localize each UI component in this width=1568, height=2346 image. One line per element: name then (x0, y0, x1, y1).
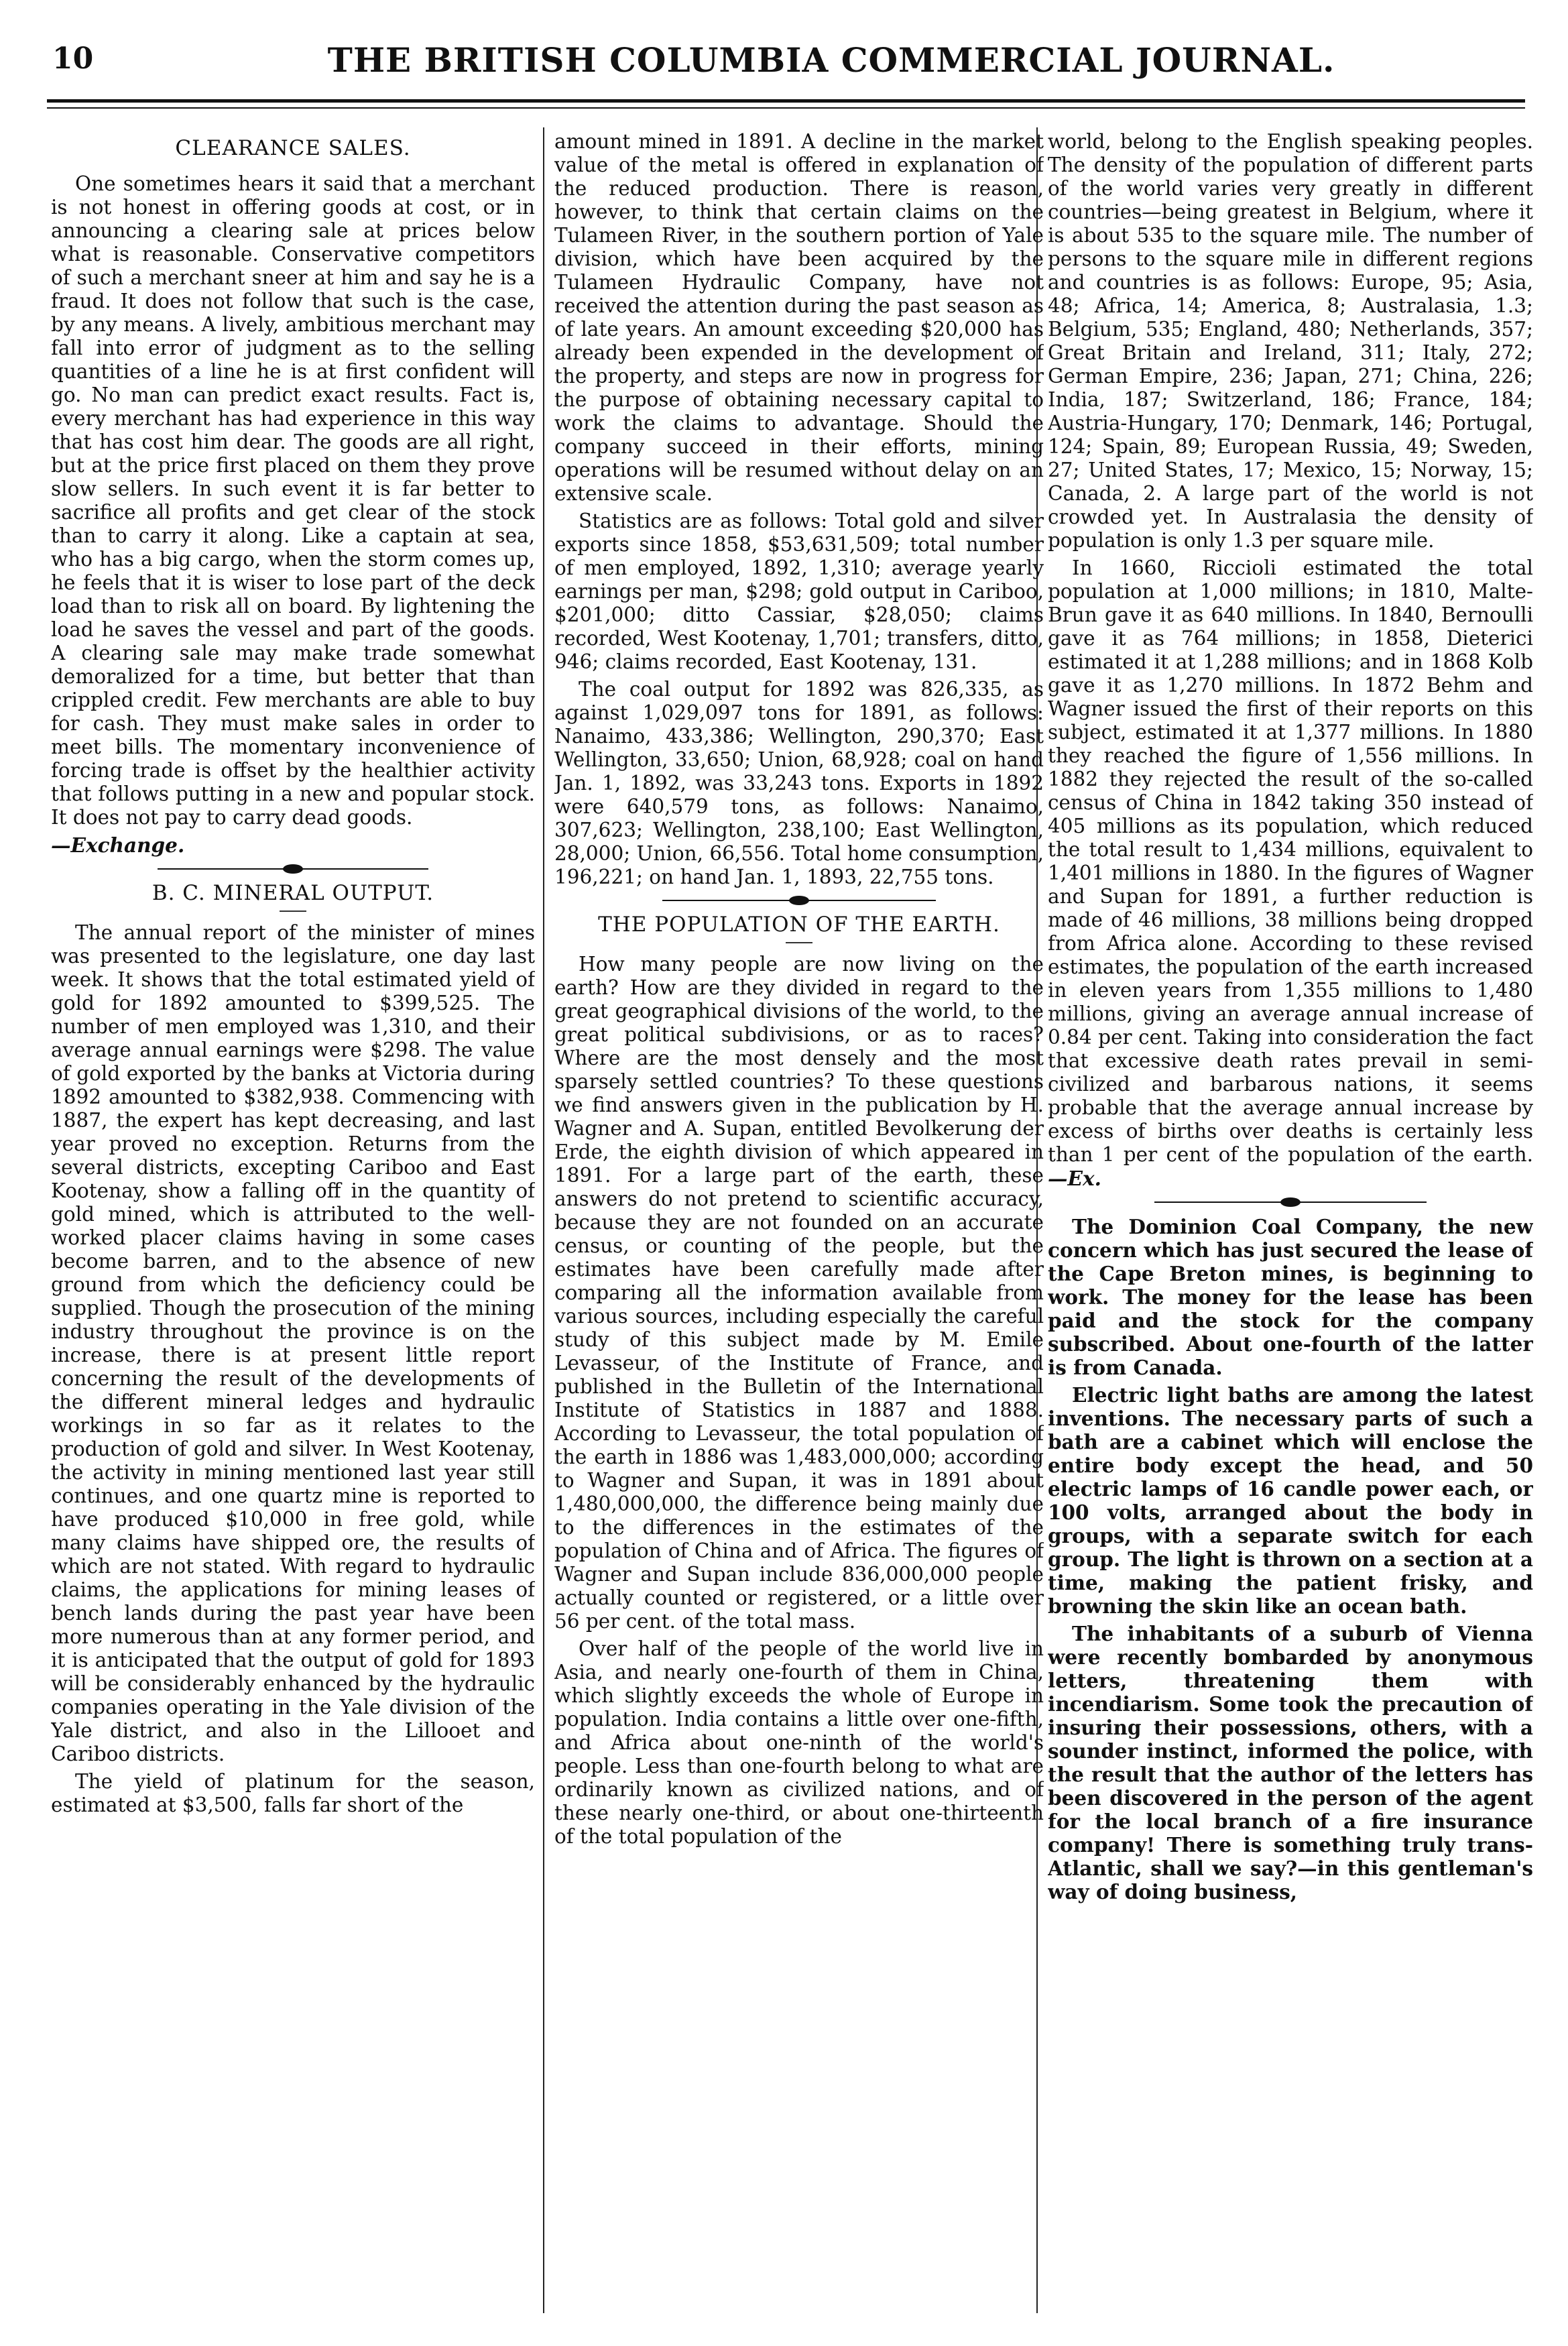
news-item-coal: The Dominion Coal Company, the new concern which has just secured the lease of the Cape Breton mines, is beginning to work. The money for the lease has been paid and the stock for the company subscribed. About one-fourth of the latter is from Canada. (1048, 1215, 1533, 1379)
article-source: —Exchange. (51, 833, 185, 857)
news-item-vienna: The inhabitants of a suburb of Vienna were recently bombarded by anonymous letters, threatening them with incendiarism. Some took the precaution of insuring their possessions, others, with a sounder instinct, informed the police, with the result that the author of the letters has been discovered in the person of the agent for the local branch of a fire insurance company! There is something truly trans-Atlantic, shall we say?—in this gentleman's way of doing business, (1048, 1622, 1533, 1903)
column-divider (543, 127, 544, 2313)
article-paragraph: Over half of the people of the world live in Asia, and nearly one-fourth of them in China, which slightly exceeds the whole of Europe in population. India contains a little over one-fifth, and Africa about one-ninth of the world's people. Less than one-fourth belong to what are ordinarily known as civilized nations, and of these nearly one-third, or about one-thirteenth of the total population of the (554, 1637, 1044, 1848)
column-3 (1048, 130, 1533, 2309)
article-paragraph: The annual report of the minister of mines was presented to the legislature, one day last week. It shows that the total estimated yield of gold for 1892 amounted to $399,525. The number of men employed was 1,310, and their average annual earnings were $298. The value of gold exported by the banks at Victoria during 1892 amounted to $382,938. Commencing with 1887, the expert has kept decreasing, and last year proved no exception. Returns from the several districts, excepting Cariboo and East Kootenay, show a falling off in the quantity of gold mined, which is attributed to the well-worked placer claims having in some cases become barren, and to the absence of new ground from which the deficiency could be supplied. Though the prosecution of the mining industry throughout the province is on the increase, there is at present little report concerning the result of the developments of the different mineral ledges and hydraulic workings in so far as it relates to the production of gold and silver. In West Kootenay, the activity in mining mentioned last year still continues, and one quartz mine is reported to have produced $10,000 in free gold, while many claims have shipped ore, the results of which are not stated. With regard to hydraulic claims, the applications for mining leases of bench lands during the past year have been more numerous than at any former period, and it is anticipated that the output of gold for 1893 will be considerably enhanced by the hydraulic companies operating in the Yale division of the Yale district, and also in the Lillooet and Cariboo districts. (51, 921, 535, 1765)
article-paragraph: The yield of platinum for the season, estimated at $3,500, falls far short of the (51, 1770, 535, 1816)
header-rule-thin (47, 107, 1525, 109)
heading-underline (280, 911, 306, 912)
article-paragraph (1048, 556, 1533, 1191)
article-separator (1048, 1196, 1533, 1208)
article-paragraph: Statistics are as follows: Total gold and silver exports since 1858, $53,631,509; total number of men employed, 1892, 1,310; average yearly earnings per man, $298; gold output in Cariboo, $201,000; ditto Cassiar, $28,050; claims recorded, West Kootenay, 1,701; transfers, ditto, 946; claims recorded, East Kootenay, 131. (554, 510, 1044, 673)
column-1 (51, 130, 535, 2309)
article-separator (554, 894, 1044, 906)
news-items (1048, 1215, 1533, 1903)
article-paragraph: One sometimes hears it said that a merchant is not honest in offering goods at cost, or in announcing a clearing sale at prices below what is reasonable. Conservative competitors of such a merchant sneer at him and say he is a fraud. It does not follow that such is the case, by any means. A lively, ambitious merchant may fall into error of judgment as to the selling quantities of a line he is at first confident will go. No man can predict exact results. Fact is, every merchant has had experience in this way that has cost him dear. The goods are all right, but at the price first placed on them they prove slow sellers. In such event it is far better to sacrifice all profits and get clear of the stock than to carry it along. Like a captain at sea, who has a big cargo, when the storm comes up, he feels that it is wiser to lose part of the deck load than to risk all on board. By lightening the load he saves the vessel and part of the goods. A clearing sale may make trade somewhat demoralized for a time, but better that than crippled credit. Few merchants are able to buy for cash. They must make sales in order to meet bills. The momentary inconvenience of forcing trade is offset by the healthier activity that follows putting in a new and popular stock. It does not pay to carry dead goods. (51, 172, 535, 829)
column-2 (554, 130, 1044, 2309)
article-paragraph: How many people are now living on the earth? How are they divided in regard to the great geographical divisions of the world, to the great political subdivisions, or as to races? Where are the most densely and the most sparsely settled countries? To these questions we find answers given in the publication by H. Wagner and A. Supan, entitled Bevolkerung der Erde, the eighth division of which appeared in 1891. For a large part of the earth, these answers do not pretend to scientific accuracy, because they are not founded on an accurate census, or counting of the people, but the estimates have been carefully made after comparing all the information available from various sources, including especially the careful study of this subject made by M. Emile Levasseur, of the Institute of France, and published in the Bulletin of the International Institute of Statistics in 1887 and 1888. According to Levasseur, the total population of the earth in 1886 was 1,483,000,000; according to Wagner and Supan, it was in 1891 about 1,480,000,000, the difference being mainly due to the differences in the estimates of the population of China and of Africa. The figures of Wagner and Supan include 836,000,000 people actually counted or registered, or a little over 56 per cent. of the total mass. (554, 953, 1044, 1633)
article-paragraph-text: In 1660, Riccioli estimated the total population at 1,000 millions; in 1810, Malte-Brun gave it as 640 millions. In 1840, Bernoulli gave it as 764 millions; in 1858, Dieterici estimated it at 1,288 millions; and in 1868 Kolb gave it as 1,270 millions. In 1872 Behm and Wagner issued the first of their reports on this subject, estimated it at 1,377 millions. In 1880 they reached the figure of 1,556 millions. In 1882 they rejected the result of the so-called census of China in 1842 taking 350 instead of 405 millions as its population, which reduced the total result to 1,434 millions, equivalent to 1,401 millions in 1880. In the figures of Wagner and Supan for 1891, a further reduction is made of 46 millions, 38 millions being dropped from Africa alone. According to these revised estimates, the population of the earth increased in eleven years from 1,355 millions to 1,480 millions, giving an average annual increase of 0.84 per cent. Taking into consideration the fact that excessive death rates prevail in semi-civilized and barbarous nations, it seems probable that the average annual increase by excess of births over deaths is certainly less than 1 per cent of the population of the earth. (1048, 556, 1533, 1166)
article-heading-population: THE POPULATION OF THE EARTH. (598, 913, 1000, 937)
page-number: 10 (52, 42, 94, 76)
journal-title: THE BRITISH COLUMBIA COMMERCIAL JOURNAL. (327, 40, 1335, 80)
article-paragraph-continued: world, belong to the English speaking peoples. The density of the population of different parts of the world varies very greatly in different countries—being greatest in Belgium, where it is about 535 to the square mile. The number of persons to the square mile in different regions and countries is as follows: Europe, 95; Asia, 48; Africa, 14; America, 8; Australasia, 1.3; Belgium, 535; England, 480; Netherlands, 357; Great Britain and Ireland, 311; Italy, 272; German Empire, 236; Japan, 271; China, 226; India, 187; Switzerland, 186; France, 184; Austria-Hungary, 170; Denmark, 146; Portugal, 124; Spain, 89; European Russia, 49; Sweden, 27; United States, 17; Mexico, 15; Norway, 15; Canada, 2. A large part of the world is not crowded yet. In Australasia the density of population is only 1.3 per square mile. (1048, 130, 1533, 552)
article-paragraph: The coal output for 1892 was 826,335, as against 1,029,097 tons for 1891, as follows: Nanaimo, 433,386; Wellington, 290,370; East Wellington, 33,650; Union, 68,928; coal on hand Jan. 1, 1892, was 33,243 tons. Exports in 1892 were 640,579 tons, as follows: Nanaimo, 307,623; Wellington, 238,100; East Wellington, 28,000; Union, 66,556. Total home consumption, 196,221; on hand Jan. 1, 1893, 22,755 tons. (554, 678, 1044, 888)
news-item-baths: Electric light baths are among the latest inventions. The necessary parts of such a bath are a cabinet which will enclose the entire body except the head, and 50 electric lamps of 16 candle power each, or 100 volts, arranged about the body in groups, with a separate switch for each group. The light is thrown on a section at a time, making the patient frisky, and browning the skin like an ocean bath. (1048, 1383, 1533, 1618)
article-heading-mineral-output: B. C. MINERAL OUTPUT. (152, 881, 434, 905)
article-paragraph-continued: amount mined in 1891. A decline in the market value of the metal is offered in explanation of the reduced production. There is reason, however, to think that certain claims on the Tulameen River, in the southern portion of Yale division, which have been acquired by the Tulameen Hydraulic Company, have not received the attention during the past season as of late years. An amount exceeding $20,000 has already been expended in the development of the property, and steps are now in progress for the purpose of obtaining necessary capital to work the claims to advantage. Should the company succeed in their efforts, mining operations will be resumed without delay on an extensive scale. (554, 130, 1044, 505)
header-rule (47, 99, 1525, 103)
article-separator (51, 863, 535, 875)
heading-underline (786, 942, 812, 943)
article-source: —Ex. (1048, 1167, 1101, 1190)
article-heading-clearance-sales: CLEARANCE SALES. (175, 136, 411, 160)
